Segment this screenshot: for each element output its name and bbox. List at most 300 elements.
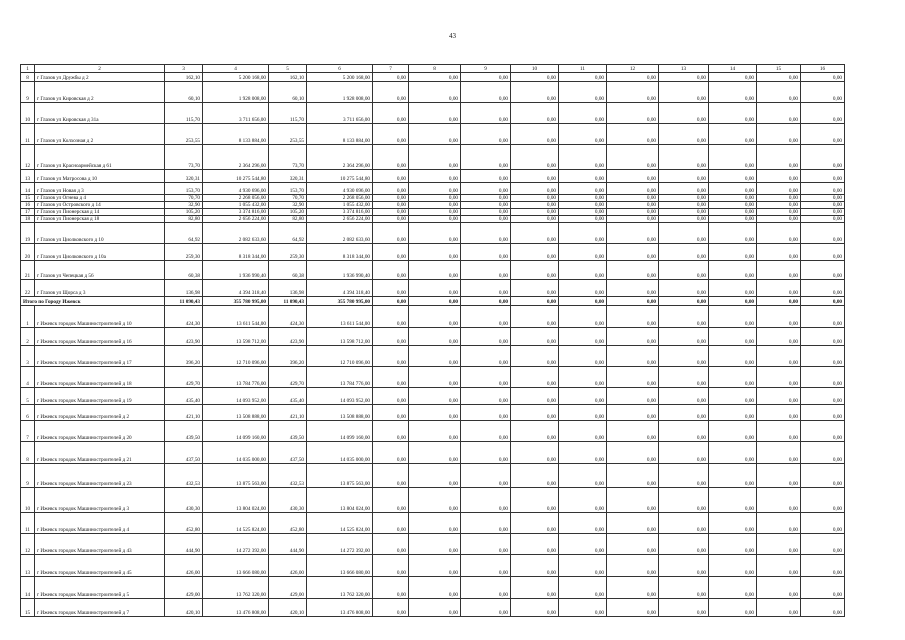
table-row: [21, 388, 845, 405]
value-cell: 0,00: [757, 261, 801, 280]
value-cell: 0,00: [511, 388, 559, 405]
value-cell: 0,00: [409, 73, 461, 82]
value-cell: 8 133 884,00: [203, 124, 269, 145]
row-number-cell: 6: [21, 405, 35, 421]
value-cell: 0,00: [373, 244, 409, 261]
address-cell: г Ижевск городок Машиностроителей д 7: [35, 599, 165, 617]
value-cell: 0,00: [373, 555, 409, 577]
value-cell: 13 875 563,00: [203, 464, 269, 488]
column-header: 14: [709, 65, 757, 73]
value-cell: 0,00: [607, 223, 659, 244]
value-cell: 0,00: [607, 346, 659, 367]
row-number-cell: 8: [21, 73, 35, 82]
value-cell: 0,00: [659, 103, 709, 124]
value-cell: 13 804 024,00: [203, 488, 269, 513]
value-cell: 0,00: [461, 367, 511, 388]
value-cell: 0,00: [511, 442, 559, 464]
value-cell: 0,00: [559, 223, 607, 244]
value-cell: 0,00: [757, 488, 801, 513]
value-cell: 435,40: [269, 388, 307, 405]
value-cell: 429,70: [269, 367, 307, 388]
value-cell: 421,10: [165, 405, 203, 421]
value-cell: 0,00: [757, 421, 801, 442]
value-cell: 0,00: [511, 82, 559, 103]
value-cell: 429,00: [269, 577, 307, 599]
value-cell: 0,00: [709, 223, 757, 244]
row-number-cell: 19: [21, 223, 35, 244]
value-cell: 0,00: [461, 82, 511, 103]
value-cell: 1 936 990,40: [307, 261, 373, 280]
value-cell: 0,00: [709, 170, 757, 183]
value-cell: 82,80: [269, 216, 307, 223]
column-header: 13: [659, 65, 709, 73]
value-cell: 3 374 816,00: [203, 209, 269, 216]
row-number-cell: 9: [21, 464, 35, 488]
value-cell: 0,00: [659, 555, 709, 577]
value-cell: 0,00: [373, 405, 409, 421]
value-cell: 0,00: [409, 346, 461, 367]
value-cell: 0,00: [709, 421, 757, 442]
value-cell: 0,00: [801, 599, 845, 617]
row-number-cell: 10: [21, 103, 35, 124]
value-cell: 0,00: [607, 464, 659, 488]
value-cell: 0,00: [607, 124, 659, 145]
value-cell: 0,00: [659, 488, 709, 513]
value-cell: 0,00: [607, 388, 659, 405]
value-cell: 0,00: [511, 280, 559, 297]
value-cell: 0,00: [559, 464, 607, 488]
value-cell: 0,00: [559, 280, 607, 297]
value-cell: 0,00: [373, 170, 409, 183]
value-cell: 115,70: [165, 103, 203, 124]
address-cell: г Ижевск городок Машиностроителей д 21: [35, 442, 165, 464]
value-cell: 0,00: [757, 202, 801, 209]
value-cell: 70,70: [165, 195, 203, 202]
value-cell: 0,00: [559, 488, 607, 513]
value-cell: 439,50: [165, 421, 203, 442]
value-cell: 0,00: [511, 145, 559, 170]
table-row: [21, 328, 845, 346]
value-cell: 0,00: [709, 280, 757, 297]
value-cell: 14 525 824,00: [307, 513, 373, 534]
value-cell: 0,00: [607, 421, 659, 442]
value-cell: 0,00: [757, 367, 801, 388]
value-cell: 14 099 160,00: [307, 421, 373, 442]
value-cell: 0,00: [511, 534, 559, 555]
value-cell: 0,00: [373, 367, 409, 388]
address-cell: г Ижевск городок Машиностроителей д 5: [35, 577, 165, 599]
value-cell: 4 394 318,40: [307, 280, 373, 297]
value-cell: 0,00: [461, 223, 511, 244]
value-cell: 0,00: [757, 216, 801, 223]
value-cell: 13 611 544,00: [203, 306, 269, 328]
value-cell: 0,00: [659, 328, 709, 346]
value-cell: 0,00: [659, 183, 709, 195]
value-cell: 0,00: [511, 73, 559, 82]
value-cell: 3 374 816,00: [307, 209, 373, 216]
value-cell: 0,00: [511, 367, 559, 388]
value-cell: 0,00: [559, 555, 607, 577]
value-cell: 32,90: [165, 202, 203, 209]
value-cell: 0,00: [511, 170, 559, 183]
value-cell: 0,00: [801, 388, 845, 405]
value-cell: 0,00: [757, 306, 801, 328]
value-cell: 0,00: [409, 513, 461, 534]
row-number-cell: 3: [21, 346, 35, 367]
value-cell: 0,00: [461, 346, 511, 367]
value-cell: 0,00: [559, 328, 607, 346]
value-cell: 0,00: [801, 442, 845, 464]
value-cell: 0,00: [801, 145, 845, 170]
value-cell: 0,00: [801, 577, 845, 599]
value-cell: 396,20: [269, 346, 307, 367]
value-cell: 0,00: [409, 209, 461, 216]
value-cell: 0,00: [757, 280, 801, 297]
table-row: [21, 513, 845, 534]
value-cell: 0,00: [373, 306, 409, 328]
value-cell: 0,00: [559, 388, 607, 405]
value-cell: 10 275 544,80: [307, 170, 373, 183]
value-cell: 0,00: [373, 216, 409, 223]
value-cell: 64,92: [269, 223, 307, 244]
table-row: [21, 244, 845, 261]
value-cell: 0,00: [373, 73, 409, 82]
table-row: [21, 261, 845, 280]
value-cell: 162,10: [165, 73, 203, 82]
value-cell: 0,00: [659, 513, 709, 534]
value-cell: 3 711 656,00: [307, 103, 373, 124]
value-cell: 0,00: [409, 405, 461, 421]
value-cell: 0,00: [801, 280, 845, 297]
row-number-cell: 15: [21, 599, 35, 617]
value-cell: 13 476 808,00: [203, 599, 269, 617]
value-cell: 136,98: [269, 280, 307, 297]
value-cell: 73,70: [165, 145, 203, 170]
value-cell: 0,00: [461, 442, 511, 464]
value-cell: 0,00: [709, 306, 757, 328]
value-cell: 0,00: [461, 73, 511, 82]
value-cell: 0,00: [461, 103, 511, 124]
value-cell: 5 200 168,00: [307, 73, 373, 82]
value-cell: 2 268 056,00: [203, 195, 269, 202]
value-cell: 424,30: [269, 306, 307, 328]
address-cell: г Ижевск городок Машиностроителей д 43: [35, 534, 165, 555]
value-cell: 0,00: [559, 209, 607, 216]
table-row: [21, 555, 845, 577]
value-cell: 0,00: [559, 599, 607, 617]
value-cell: 0,00: [461, 599, 511, 617]
value-cell: 437,50: [269, 442, 307, 464]
value-cell: 2 656 224,00: [203, 216, 269, 223]
table-row: [21, 534, 845, 555]
value-cell: 0,00: [659, 73, 709, 82]
value-cell: 0,00: [409, 577, 461, 599]
value-cell: 14 272 392,00: [307, 534, 373, 555]
value-cell: 396,20: [165, 346, 203, 367]
value-cell: 0,00: [709, 488, 757, 513]
value-cell: 0,00: [607, 555, 659, 577]
row-number-cell: 14: [21, 577, 35, 599]
value-cell: 13 611 544,00: [307, 306, 373, 328]
value-cell: 259,30: [165, 244, 203, 261]
value-cell: 0,00: [659, 577, 709, 599]
value-cell: 0,00: [801, 555, 845, 577]
table-row: [21, 103, 845, 124]
address-cell: г Глазов ул Новая д 3: [35, 183, 165, 195]
value-cell: 153,70: [269, 183, 307, 195]
value-cell: 0,00: [373, 103, 409, 124]
value-cell: 0,00: [409, 261, 461, 280]
row-number-cell: 5: [21, 388, 35, 405]
value-cell: 105,20: [269, 209, 307, 216]
address-cell: г Ижевск городок Машиностроителей д 2: [35, 405, 165, 421]
value-cell: 73,70: [269, 145, 307, 170]
table-row: [21, 280, 845, 297]
column-header: 7: [373, 65, 409, 73]
value-cell: 12 710 096,00: [307, 346, 373, 367]
value-cell: 0,00: [373, 183, 409, 195]
value-cell: 0,00: [409, 464, 461, 488]
value-cell: 0,00: [659, 261, 709, 280]
value-cell: 14 099 160,00: [203, 421, 269, 442]
value-cell: 0,00: [709, 577, 757, 599]
value-cell: 60,38: [269, 261, 307, 280]
row-number-cell: 20: [21, 244, 35, 261]
value-cell: 0,00: [373, 421, 409, 442]
value-cell: 8 318 344,00: [307, 244, 373, 261]
value-cell: 426,00: [269, 555, 307, 577]
value-cell: 0,00: [709, 216, 757, 223]
row-number-cell: 22: [21, 280, 35, 297]
address-cell: г Глазов ул Красноармейская д 61: [35, 145, 165, 170]
value-cell: 0,00: [659, 405, 709, 421]
value-cell: 430,30: [165, 488, 203, 513]
value-cell: 0,00: [461, 555, 511, 577]
column-header: 11: [559, 65, 607, 73]
value-cell: 0,00: [801, 421, 845, 442]
row-number-cell: 9: [21, 82, 35, 103]
value-cell: 0,00: [511, 216, 559, 223]
value-cell: 153,70: [165, 183, 203, 195]
table-row: [21, 216, 845, 223]
table-row: [21, 223, 845, 244]
value-cell: 0,00: [409, 103, 461, 124]
value-cell: 0,00: [607, 202, 659, 209]
table-row: [21, 367, 845, 388]
value-cell: 0,00: [461, 216, 511, 223]
row-number-cell: 11: [21, 513, 35, 534]
value-cell: 13 476 808,00: [307, 599, 373, 617]
value-cell: 13 784 776,00: [203, 367, 269, 388]
value-cell: 0,00: [757, 442, 801, 464]
column-header: 4: [203, 65, 269, 73]
value-cell: 0,00: [373, 534, 409, 555]
table-row: [21, 73, 845, 82]
value-cell: 0,00: [801, 216, 845, 223]
address-cell: г Глазов ул Чепецкая д 56: [35, 261, 165, 280]
value-cell: 0,00: [373, 346, 409, 367]
address-cell: г Глазов ул Огнева д 4: [35, 195, 165, 202]
value-cell: 0,00: [757, 145, 801, 170]
value-cell: 424,30: [165, 306, 203, 328]
value-cell: 13 762 320,00: [307, 577, 373, 599]
address-cell: г Ижевск городок Машиностроителей д 23: [35, 464, 165, 488]
value-cell: 0,00: [659, 464, 709, 488]
value-cell: 11 090,43: [269, 297, 307, 306]
value-cell: 0,00: [559, 170, 607, 183]
value-cell: 0,00: [709, 244, 757, 261]
value-cell: 0,00: [659, 297, 709, 306]
value-cell: 0,00: [709, 261, 757, 280]
value-cell: 14 035 000,00: [203, 442, 269, 464]
address-cell: г Ижевск городок Машиностроителей д 17: [35, 346, 165, 367]
table-row: [21, 82, 845, 103]
value-cell: 0,00: [409, 367, 461, 388]
value-cell: 421,10: [269, 405, 307, 421]
value-cell: 0,00: [559, 103, 607, 124]
value-cell: 0,00: [709, 405, 757, 421]
value-cell: 0,00: [801, 82, 845, 103]
value-cell: 0,00: [607, 209, 659, 216]
value-cell: 423,90: [269, 328, 307, 346]
value-cell: 0,00: [559, 216, 607, 223]
address-cell: г Ижевск городок Машиностроителей д 16: [35, 328, 165, 346]
value-cell: 0,00: [559, 145, 607, 170]
value-cell: 0,00: [461, 202, 511, 209]
column-header: 2: [35, 65, 165, 73]
value-cell: 0,00: [709, 513, 757, 534]
value-cell: 0,00: [559, 261, 607, 280]
value-cell: 0,00: [801, 73, 845, 82]
value-cell: 0,00: [559, 82, 607, 103]
column-header: 12: [607, 65, 659, 73]
value-cell: 0,00: [801, 464, 845, 488]
value-cell: 0,00: [709, 202, 757, 209]
value-cell: 0,00: [659, 421, 709, 442]
value-cell: 0,00: [461, 488, 511, 513]
value-cell: 10 275 544,80: [203, 170, 269, 183]
row-number-cell: 4: [21, 367, 35, 388]
value-cell: 0,00: [607, 367, 659, 388]
value-cell: 0,00: [607, 170, 659, 183]
value-cell: 64,92: [165, 223, 203, 244]
value-cell: 0,00: [757, 82, 801, 103]
value-cell: 0,00: [511, 183, 559, 195]
value-cell: 0,00: [801, 306, 845, 328]
row-number-cell: 15: [21, 195, 35, 202]
value-cell: 0,00: [511, 328, 559, 346]
value-cell: 136,98: [165, 280, 203, 297]
value-cell: 0,00: [559, 306, 607, 328]
value-cell: 0,00: [409, 223, 461, 244]
value-cell: 0,00: [373, 577, 409, 599]
value-cell: 439,50: [269, 421, 307, 442]
value-cell: 0,00: [559, 297, 607, 306]
value-cell: 2 364 296,00: [203, 145, 269, 170]
table-row: [21, 306, 845, 328]
value-cell: 0,00: [659, 202, 709, 209]
column-header: 5: [269, 65, 307, 73]
value-cell: 355 780 995,00: [203, 297, 269, 306]
value-cell: 420,10: [165, 599, 203, 617]
value-cell: 429,70: [165, 367, 203, 388]
row-number-cell: 14: [21, 183, 35, 195]
table-row: [21, 209, 845, 216]
value-cell: 0,00: [409, 124, 461, 145]
value-cell: 0,00: [559, 367, 607, 388]
value-cell: 3 711 656,00: [203, 103, 269, 124]
value-cell: 253,55: [269, 124, 307, 145]
column-header: 9: [461, 65, 511, 73]
value-cell: 0,00: [757, 555, 801, 577]
value-cell: 0,00: [461, 388, 511, 405]
row-number-cell: 1: [21, 306, 35, 328]
value-cell: 0,00: [709, 103, 757, 124]
value-cell: 1 928 008,00: [307, 82, 373, 103]
column-header: 16: [801, 65, 845, 73]
value-cell: 0,00: [607, 280, 659, 297]
value-cell: 0,00: [511, 124, 559, 145]
value-cell: 0,00: [709, 124, 757, 145]
value-cell: 0,00: [801, 367, 845, 388]
value-cell: 1 055 432,00: [307, 202, 373, 209]
value-cell: 0,00: [409, 280, 461, 297]
address-cell: г Ижевск городок Машиностроителей д 18: [35, 367, 165, 388]
value-cell: 0,00: [659, 195, 709, 202]
value-cell: 70,70: [269, 195, 307, 202]
table-row: [21, 195, 845, 202]
value-cell: 13 666 080,00: [203, 555, 269, 577]
value-cell: 0,00: [409, 388, 461, 405]
value-cell: 0,00: [659, 145, 709, 170]
value-cell: 8 318 344,00: [203, 244, 269, 261]
value-cell: 162,10: [269, 73, 307, 82]
value-cell: 0,00: [511, 297, 559, 306]
value-cell: 0,00: [559, 534, 607, 555]
value-cell: 0,00: [709, 555, 757, 577]
address-cell: г Глазов ул Матросова д 10: [35, 170, 165, 183]
value-cell: 0,00: [709, 73, 757, 82]
value-cell: 0,00: [511, 261, 559, 280]
value-cell: 60,10: [269, 82, 307, 103]
address-cell: г Ижевск городок Машиностроителей д 20: [35, 421, 165, 442]
value-cell: 0,00: [559, 244, 607, 261]
value-cell: 444,90: [165, 534, 203, 555]
value-cell: 0,00: [607, 145, 659, 170]
value-cell: 0,00: [757, 195, 801, 202]
value-cell: 0,00: [709, 367, 757, 388]
value-cell: 0,00: [607, 306, 659, 328]
value-cell: 13 598 712,00: [307, 328, 373, 346]
value-cell: 0,00: [373, 209, 409, 216]
value-cell: 0,00: [409, 488, 461, 513]
value-cell: 0,00: [757, 183, 801, 195]
value-cell: 0,00: [607, 103, 659, 124]
value-cell: 429,00: [165, 577, 203, 599]
value-cell: 0,00: [461, 145, 511, 170]
value-cell: 0,00: [559, 577, 607, 599]
value-cell: 0,00: [409, 421, 461, 442]
address-cell: г Глазов ул Пионерская д 18: [35, 216, 165, 223]
value-cell: 0,00: [461, 124, 511, 145]
value-cell: 432,53: [269, 464, 307, 488]
value-cell: 0,00: [801, 223, 845, 244]
value-cell: 0,00: [607, 328, 659, 346]
value-cell: 0,00: [409, 82, 461, 103]
value-cell: 0,00: [709, 599, 757, 617]
value-cell: 0,00: [511, 464, 559, 488]
value-cell: 0,00: [461, 421, 511, 442]
